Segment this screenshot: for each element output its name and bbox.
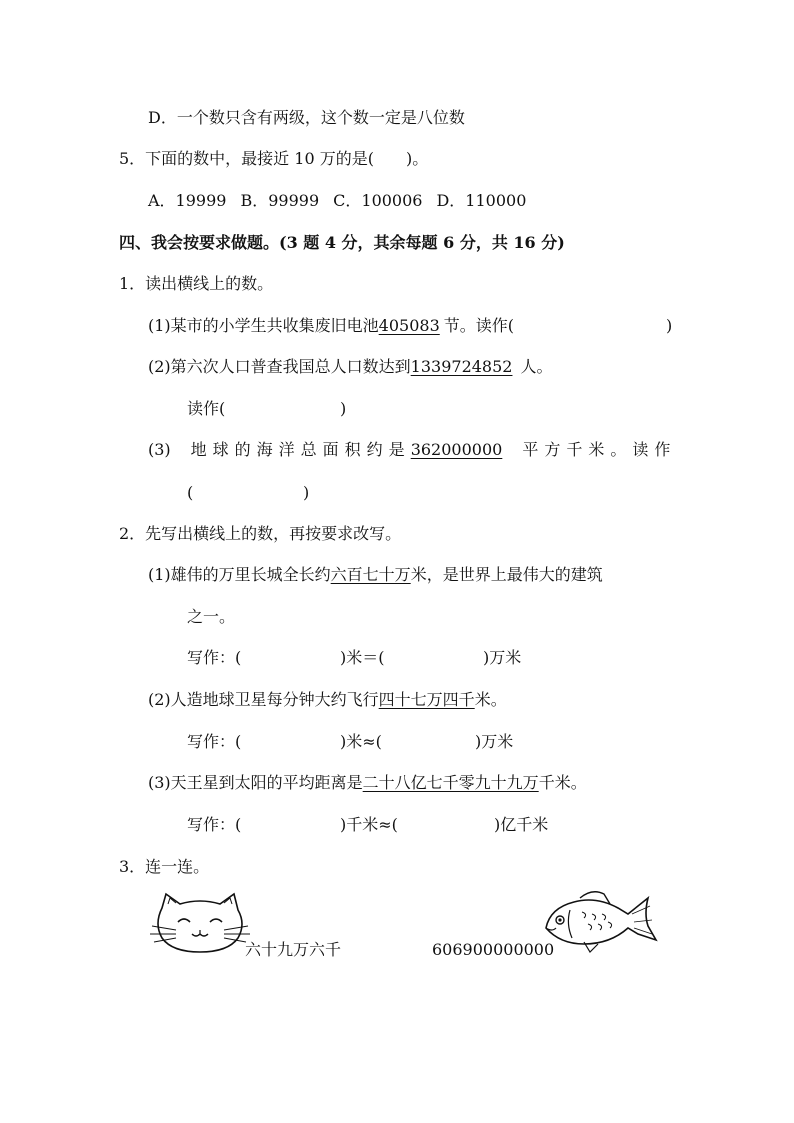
- problem-2-1: [148, 565, 603, 585]
- problem-2-3: [148, 773, 587, 793]
- problem-1-3-text: 地球的海洋总面积约是: [190, 440, 411, 459]
- problem-2-2-write-label: 写作：(: [187, 732, 242, 751]
- problem-2-3-end: )亿千米: [494, 815, 549, 834]
- cat-face-icon: [150, 890, 250, 960]
- problem-1-1-close-paren: ): [666, 316, 673, 335]
- problem-2-1-text: (1)雄伟的万里长城全长约: [148, 565, 331, 584]
- problem-1-3-suffix: 平方千米。读作: [522, 440, 677, 459]
- problem-2-1-suffix: 米，是世界上最伟大的建筑: [410, 565, 603, 584]
- problem-1-2-read: 读作(: [187, 399, 226, 418]
- fish-icon: [540, 884, 662, 956]
- problem-1-2-text: (2)第六次人口普查我国总人口数达到: [148, 357, 411, 376]
- problem-1-3-open-paren: (: [187, 483, 194, 502]
- problem-2-2-mid: )米≈(: [340, 732, 382, 751]
- question-5-stem: 5．下面的数中，最接近 10 万的是( )。: [119, 149, 429, 168]
- problem-2-title: 2．先写出横线上的数，再按要求改写。: [119, 524, 402, 543]
- problem-2-3-suffix: 千米。: [538, 773, 587, 792]
- problem-1-2-number: 1339724852: [410, 357, 513, 376]
- problem-1-2: [148, 357, 552, 377]
- problem-2-3-words: 二十八亿七千零九十九万: [362, 773, 539, 792]
- problem-1-2-close-paren: ): [340, 399, 347, 418]
- problem-2-2-text: (2)人造地球卫星每分钟大约飞行: [148, 690, 379, 709]
- problem-2-2: [148, 690, 507, 710]
- problem-2-1-mid: )米＝(: [340, 648, 385, 667]
- option-d-q4: D．一个数只含有两级，这个数一定是八位数: [148, 108, 465, 127]
- problem-1-3-number: 362000000: [410, 440, 503, 459]
- problem-1-3-close-paren: ): [303, 483, 310, 502]
- option-a: A．19999: [148, 191, 227, 210]
- problem-1-1-text: (1)某市的小学生共收集废旧电池: [148, 316, 379, 335]
- problem-2-3-write-label: 写作：(: [187, 815, 242, 834]
- problem-1-3: [148, 440, 676, 460]
- option-c: C．100006: [333, 191, 423, 210]
- problem-2-1-write-label: 写作：(: [187, 648, 242, 667]
- problem-2-2-end: )万米: [475, 732, 514, 751]
- question-5-options: [148, 191, 526, 211]
- problem-2-2-suffix: 米。: [474, 690, 507, 709]
- problem-2-3-text: (3)天王星到太阳的平均距离是: [148, 773, 363, 792]
- section-4-title: 四、我会按要求做题。(3 题 4 分，其余每题 6 分，共 16 分): [119, 233, 565, 252]
- option-d: D．110000: [436, 191, 527, 210]
- match-right-label: 606900000000: [432, 940, 555, 959]
- option-b: B．99999: [240, 191, 320, 210]
- problem-2-1-end: )万米: [483, 648, 522, 667]
- problem-1-3-label: (3): [148, 440, 171, 459]
- problem-1-1: [148, 316, 514, 336]
- problem-1-1-number: 405083: [378, 316, 440, 335]
- problem-2-1-continued: 之一。: [187, 607, 236, 626]
- problem-2-2-words: 四十七万四千: [378, 690, 475, 709]
- problem-1-1-suffix: 节。读作(: [443, 316, 514, 335]
- problem-2-3-mid: )千米≈(: [340, 815, 398, 834]
- problem-1-title: 1．读出横线上的数。: [119, 274, 274, 293]
- match-left-label: 六十九万六千: [245, 940, 342, 959]
- problem-1-2-suffix: 人。: [520, 357, 553, 376]
- problem-2-1-words: 六百七十万: [330, 565, 411, 584]
- problem-3-title: 3．连一连。: [119, 857, 210, 876]
